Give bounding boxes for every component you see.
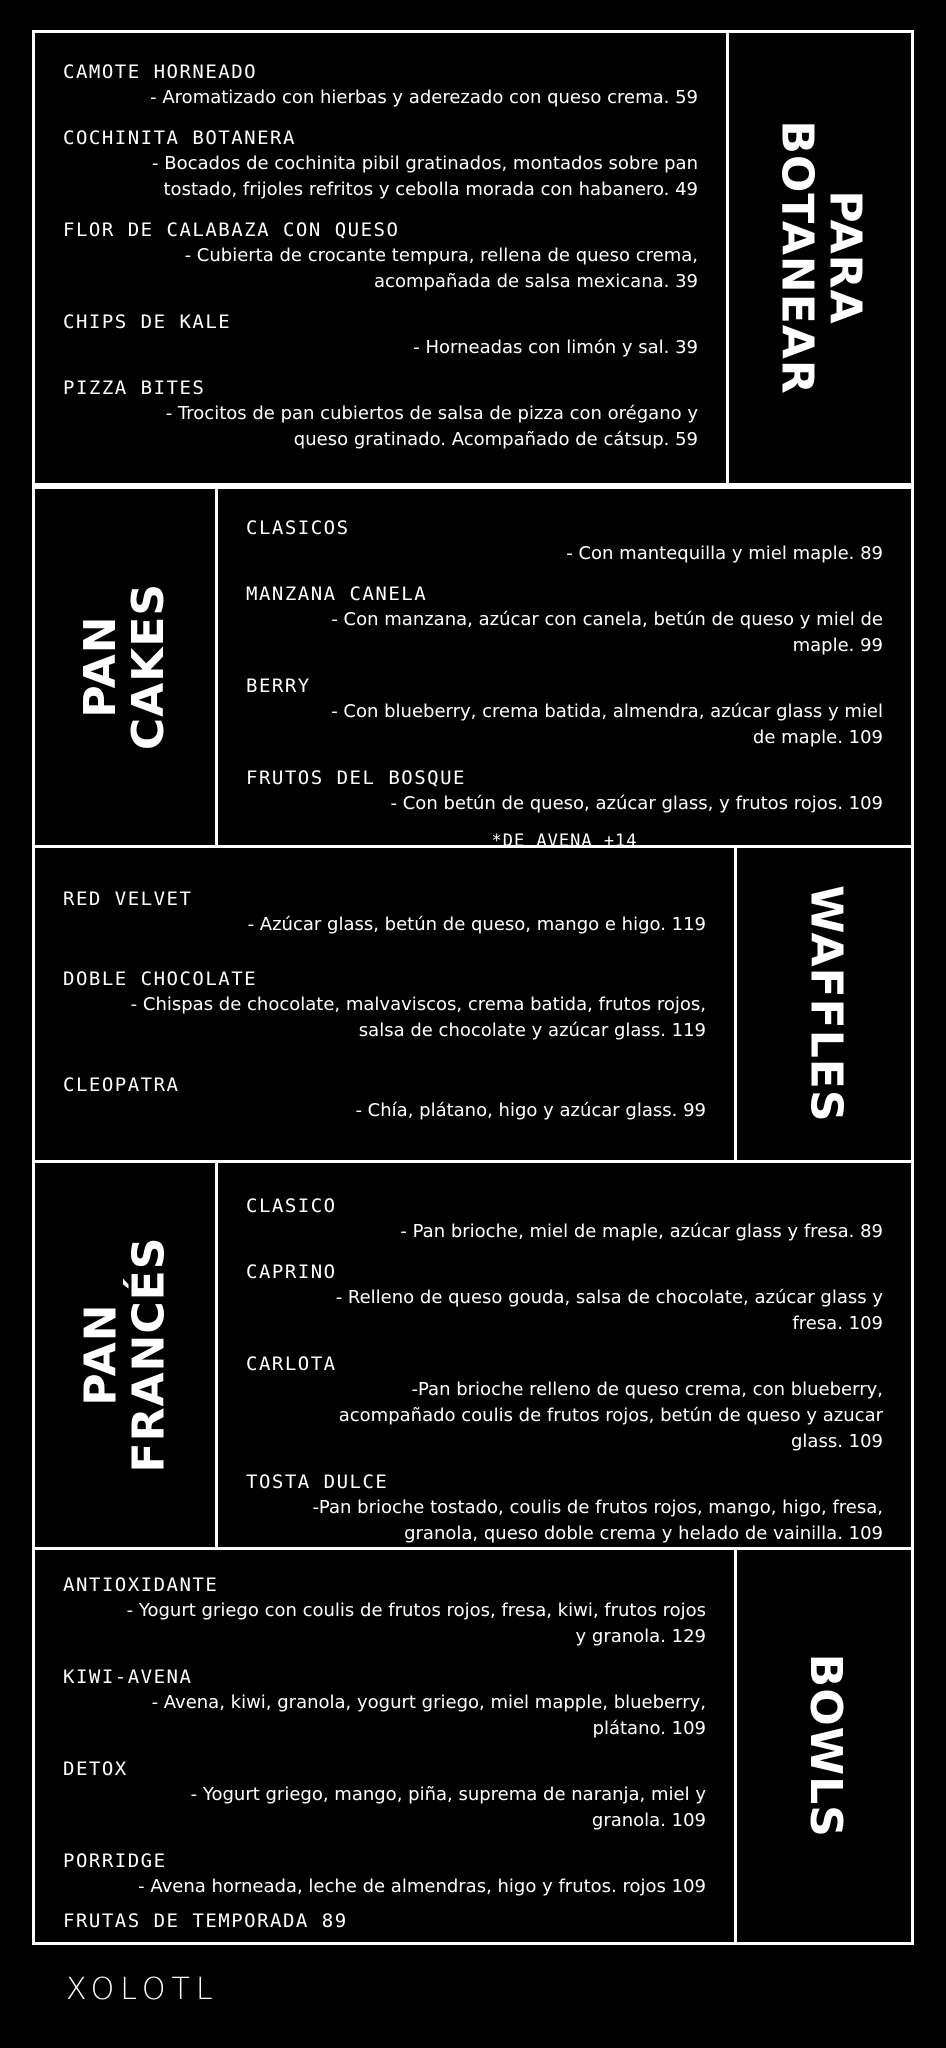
item-name: FLOR DE CALABAZA CON QUESO: [63, 219, 400, 241]
item-name: MANZANA CANELA: [246, 583, 428, 605]
bowls-label-cell: [740, 1550, 911, 1942]
item-desc: - Bocados de cochinita pibil gratinados, montados sobre pan tostado, frijoles refritos y cebolla morada con habanero. 49: [152, 153, 698, 200]
item-desc: - Avena, kiwi, granola, yogurt griego, miel mapple, blueberry, plátano. 109: [151, 1692, 706, 1739]
item-desc: - Azúcar glass, betún de queso, mango e higo. 119: [247, 914, 706, 935]
item-name: DOBLE CHOCOLATE: [63, 968, 258, 990]
item-name: CARLOTA: [246, 1353, 337, 1375]
item-desc: - Con blueberry, crema batida, almendra, azúcar glass y miel de maple. 109: [331, 701, 883, 748]
menu-item: [63, 1664, 706, 1742]
menu-item: [63, 59, 698, 111]
waffles-items: [35, 848, 737, 1160]
menu-item: [246, 1193, 883, 1245]
section-title-botanear: PARA BOTANEAR: [772, 120, 872, 396]
item-name: CHIPS DE KALE: [63, 311, 232, 333]
menu-item: [63, 309, 698, 361]
item-name: TOSTA DULCE: [246, 1471, 389, 1493]
item-name: COCHINITA BOTANERA: [63, 127, 296, 149]
item-desc: -Pan brioche relleno de queso crema, con blueberry, acompañado coulis de frutos rojos, betún de queso y azucar glass. 109: [338, 1379, 883, 1452]
item-name: CLEOPATRA: [63, 1074, 180, 1096]
section-title-bowls: BOWLS: [800, 1653, 852, 1839]
item-desc: - Chía, plátano, higo y azúcar glass. 99: [355, 1100, 706, 1121]
item-name: PIZZA BITES: [63, 377, 206, 399]
item-desc: - Con manzana, azúcar con canela, betún de queso y miel de maple. 99: [331, 609, 883, 656]
item-desc: - Con mantequilla y miel maple. 89: [566, 543, 883, 564]
item-name: DETOX: [63, 1758, 128, 1780]
section-waffles: [32, 845, 914, 1163]
item-desc: - Yogurt griego con coulis de frutos rojos, fresa, kiwi, frutos rojos y granola. 129: [126, 1600, 706, 1647]
item-desc: - Con betún de queso, azúcar glass, y frutos rojos. 109: [390, 793, 883, 814]
menu-item: [246, 1469, 883, 1547]
section-title-pancakes: PAN CAKES: [75, 583, 174, 751]
section-para-botanear: [32, 30, 914, 486]
menu-item: [246, 515, 883, 567]
menu-item: [63, 1072, 706, 1124]
item-name: FRUTOS DEL BOSQUE: [246, 767, 466, 789]
menu-item: [246, 673, 883, 751]
item-desc: - Pan brioche, miel de maple, azúcar glass y fresa. 89: [400, 1221, 883, 1242]
item-desc: - Relleno de queso gouda, salsa de chocolate, azúcar glass y fresa. 109: [335, 1287, 883, 1334]
menu-item: [63, 125, 698, 203]
item-name: CLASICOS: [246, 517, 350, 539]
menu-item: [246, 1259, 883, 1337]
menu-item: [63, 886, 706, 938]
item-desc: - Avena horneada, leche de almendras, higo y frutos. rojos 109: [138, 1876, 706, 1897]
section-pan-frances: [32, 1160, 914, 1550]
menu-item: [246, 765, 883, 817]
bowls-items: [35, 1550, 737, 1942]
menu-item: [63, 375, 698, 453]
botanear-items: [35, 33, 729, 483]
frutas-temporada: FRUTAS DE TEMPORADA 89: [63, 1910, 348, 1932]
section-pan-cakes: [32, 486, 914, 851]
item-desc: - Cubierta de crocante tempura, rellena de queso crema, acompañada de salsa mexicana. 39: [184, 245, 698, 292]
frances-label-cell: [35, 1163, 218, 1547]
item-name: CAMOTE HORNEADO: [63, 61, 258, 83]
item-name: BERRY: [246, 675, 311, 697]
item-desc: - Aromatizado con hierbas y aderezado con queso crema. 59: [150, 87, 698, 108]
menu-item: [63, 966, 706, 1044]
item-desc: - Trocitos de pan cubiertos de salsa de pizza con orégano y queso gratinado. Acompañado de cátsup. 59: [165, 403, 698, 450]
item-name: PORRIDGE: [63, 1850, 167, 1872]
section-title-frances: PAN FRANCÉS: [75, 1237, 175, 1473]
pancakes-items: [218, 489, 911, 851]
botanear-label-cell: [732, 33, 911, 483]
item-name: KIWI-AVENA: [63, 1666, 193, 1688]
item-desc: - Horneadas con limón y sal. 39: [413, 337, 698, 358]
frances-items: [218, 1163, 911, 1547]
item-desc: - Chispas de chocolate, malvaviscos, crema batida, frutos rojos, salsa de chocolate y azúcar glass. 119: [130, 994, 706, 1041]
menu-item: [63, 1756, 706, 1834]
menu-item: [63, 217, 698, 295]
item-desc: - Yogurt griego, mango, piña, suprema de naranja, miel y granola. 109: [190, 1784, 706, 1831]
menu-item: [246, 581, 883, 659]
avena-note: *DE AVENA +14: [491, 831, 638, 851]
menu-item: [246, 1351, 883, 1455]
waffles-label-cell: [740, 848, 911, 1160]
pancakes-label-cell: [35, 489, 218, 845]
brand-logo: XOLOTL: [66, 1972, 219, 2007]
item-name: CLASICO: [246, 1195, 337, 1217]
item-name: RED VELVET: [63, 888, 193, 910]
item-desc: -Pan brioche tostado, coulis de frutos rojos, mango, higo, fresa, granola, queso doble crema y helado de vainilla. 109: [312, 1497, 883, 1544]
menu-item: [63, 1572, 706, 1650]
menu-item: [63, 1848, 706, 1900]
section-title-waffles: WAFFLES: [800, 885, 852, 1123]
item-name: CAPRINO: [246, 1261, 337, 1283]
section-bowls: [32, 1547, 914, 1945]
item-name: ANTIOXIDANTE: [63, 1574, 219, 1596]
